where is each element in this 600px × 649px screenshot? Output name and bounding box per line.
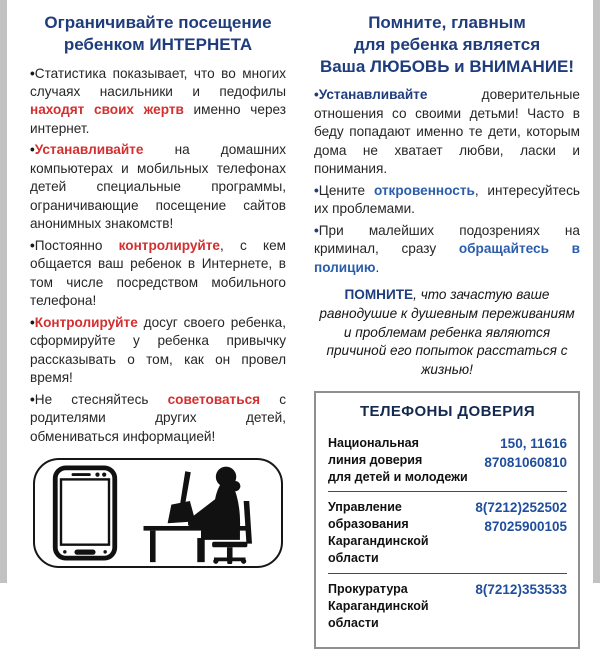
left-paragraph-statistics: •Статистика показывает, что во многих случаях насильники и педофилы находят своих жертв именно через интернет. [30, 65, 286, 136]
right-column [314, 10, 580, 649]
hotline-label: Прокуратура Карагандинской области [328, 581, 429, 630]
left-heading: Ограничивайте посещение ребенком ИНТЕРНЕТА [44, 13, 272, 54]
hotline-row-national-line [328, 428, 567, 492]
hotline-row-education-dept [328, 491, 567, 573]
reminder-note: ПОМНИТЕ, что зачастую ваше равнодушие к душевным переживаниям и проблемам ребенка являются причиной его попыток расстаться с жизнью! [319, 287, 575, 378]
page-edge-right [593, 0, 600, 583]
right-heading: Помните, главным для ребенка является Ваша ЛЮБОВЬ и ВНИМАНИЕ! [319, 13, 575, 76]
left-paragraph-consult-parents: •Не стесняйтесь советоваться с родителями других детей, обмениваться информацией! [30, 391, 286, 444]
hotline-numbers: 8(7212)252502 87025900105 [475, 500, 567, 535]
hotline-label: Национальная линия доверия для детей и молодежи [328, 435, 468, 484]
left-column [30, 10, 286, 568]
hotline-numbers: 150, 11616 87081060810 [484, 435, 567, 470]
smartphone-icon [48, 465, 122, 561]
hotlines-title: ТЕЛЕФОНЫ ДОВЕРИЯ [359, 402, 535, 420]
illustration-box [33, 458, 283, 568]
right-paragraph-value-openness: •Цените откровенность, интересуйтесь их проблемами. [314, 182, 580, 217]
left-paragraph-control-leisure: •Контролируйте досуг своего ребенка, сформируйте у ребенка привычку рассказывать о том, как он провел время! [30, 314, 286, 386]
hotline-label: Управление образования Карагандинской области [328, 500, 429, 566]
page-edge-left [0, 0, 7, 583]
left-paragraph-monitor-contacts: •Постоянно контролируйте, с кем общается ваш ребенок в Интернете, в том числе посредством мобильного телефона! [30, 237, 286, 309]
person-at-computer-icon [134, 462, 268, 564]
left-paragraph-install-programs: •Устанавливайте на домашних компьютерах и мобильных телефонах детей специальные программы, ограничивающие посещение сайтов анонимных знакомств! [30, 142, 286, 232]
right-paragraph-contact-police: •При малейших подозрениях на криминал, сразу обращайтесь в полицию. [314, 222, 580, 275]
hotline-numbers: 8(7212)353533 [475, 581, 567, 597]
hotlines-box [314, 391, 580, 649]
right-paragraph-trust-relations: •Устанавливайте доверительные отношения со своими детьми! Часто в беду попадают именно те дети, которым дома не хватает любви, ласки и понимания. [314, 87, 580, 177]
